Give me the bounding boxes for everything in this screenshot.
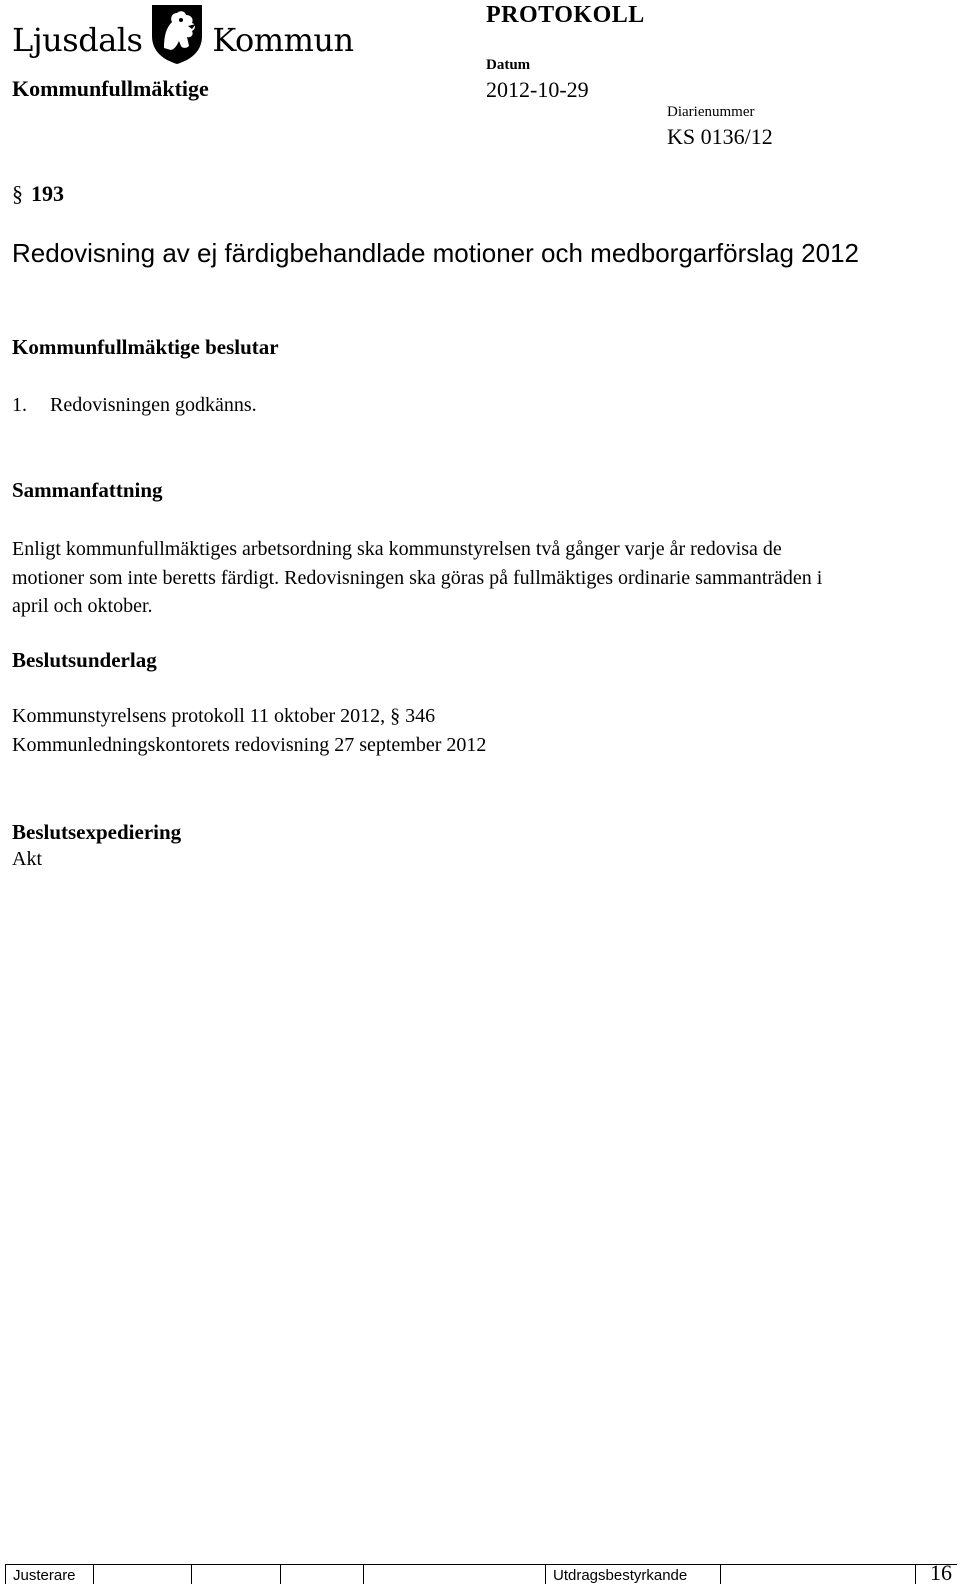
utdragsbestyrkande-label: Utdragsbestyrkande	[553, 1567, 688, 1584]
summary-heading: Sammanfattning	[12, 478, 163, 502]
date-label: Datum	[486, 57, 531, 73]
basis-item: Kommunledningskontorets redovisning 27 september 2012	[12, 734, 487, 756]
basis-heading: Beslutsunderlag	[12, 648, 157, 672]
section-sign: §	[12, 181, 23, 206]
dispatch-recipient: Akt	[12, 848, 42, 870]
basis-item: Kommunstyrelsens protokoll 11 oktober 2012, § 346	[12, 705, 436, 727]
logo-text-right: Kommun	[212, 21, 354, 59]
coat-of-arms-icon	[148, 2, 206, 66]
decision-item-text: Redovisningen godkänns.	[50, 394, 257, 416]
diarienummer-value: KS 0136/12	[667, 124, 773, 149]
page-title: Redovisning av ej färdigbehandlade motioner och medborgarförslag 2012	[12, 238, 859, 268]
paragraph-number	[12, 181, 64, 207]
municipality-logo	[12, 2, 354, 66]
justerare-label: Justerare	[13, 1567, 76, 1584]
organ-name: Kommunfullmäktige	[12, 76, 209, 101]
dispatch-heading: Beslutsexpediering	[12, 820, 182, 844]
diarienummer-label: Diarienummer	[667, 104, 755, 120]
paragraph-number-value: 193	[31, 181, 64, 206]
date-value: 2012-10-29	[486, 77, 589, 102]
decision-list-item	[12, 394, 257, 417]
page-number: 16	[930, 1560, 952, 1585]
document-type: PROTOKOLL	[486, 2, 645, 28]
logo-text-left: Ljusdals	[12, 21, 143, 59]
signature-footer	[5, 1564, 957, 1584]
decision-heading: Kommunfullmäktige beslutar	[12, 335, 279, 359]
summary-text: Enligt kommunfullmäktiges arbetsordning ska kommunstyrelsen två gånger varje år redovisa de motioner som inte beretts färdigt. Redovisningen ska göras på fullmäktiges ordinarie sammanträden i april och oktober.	[12, 538, 823, 617]
decision-item-number: 1.	[12, 394, 27, 416]
